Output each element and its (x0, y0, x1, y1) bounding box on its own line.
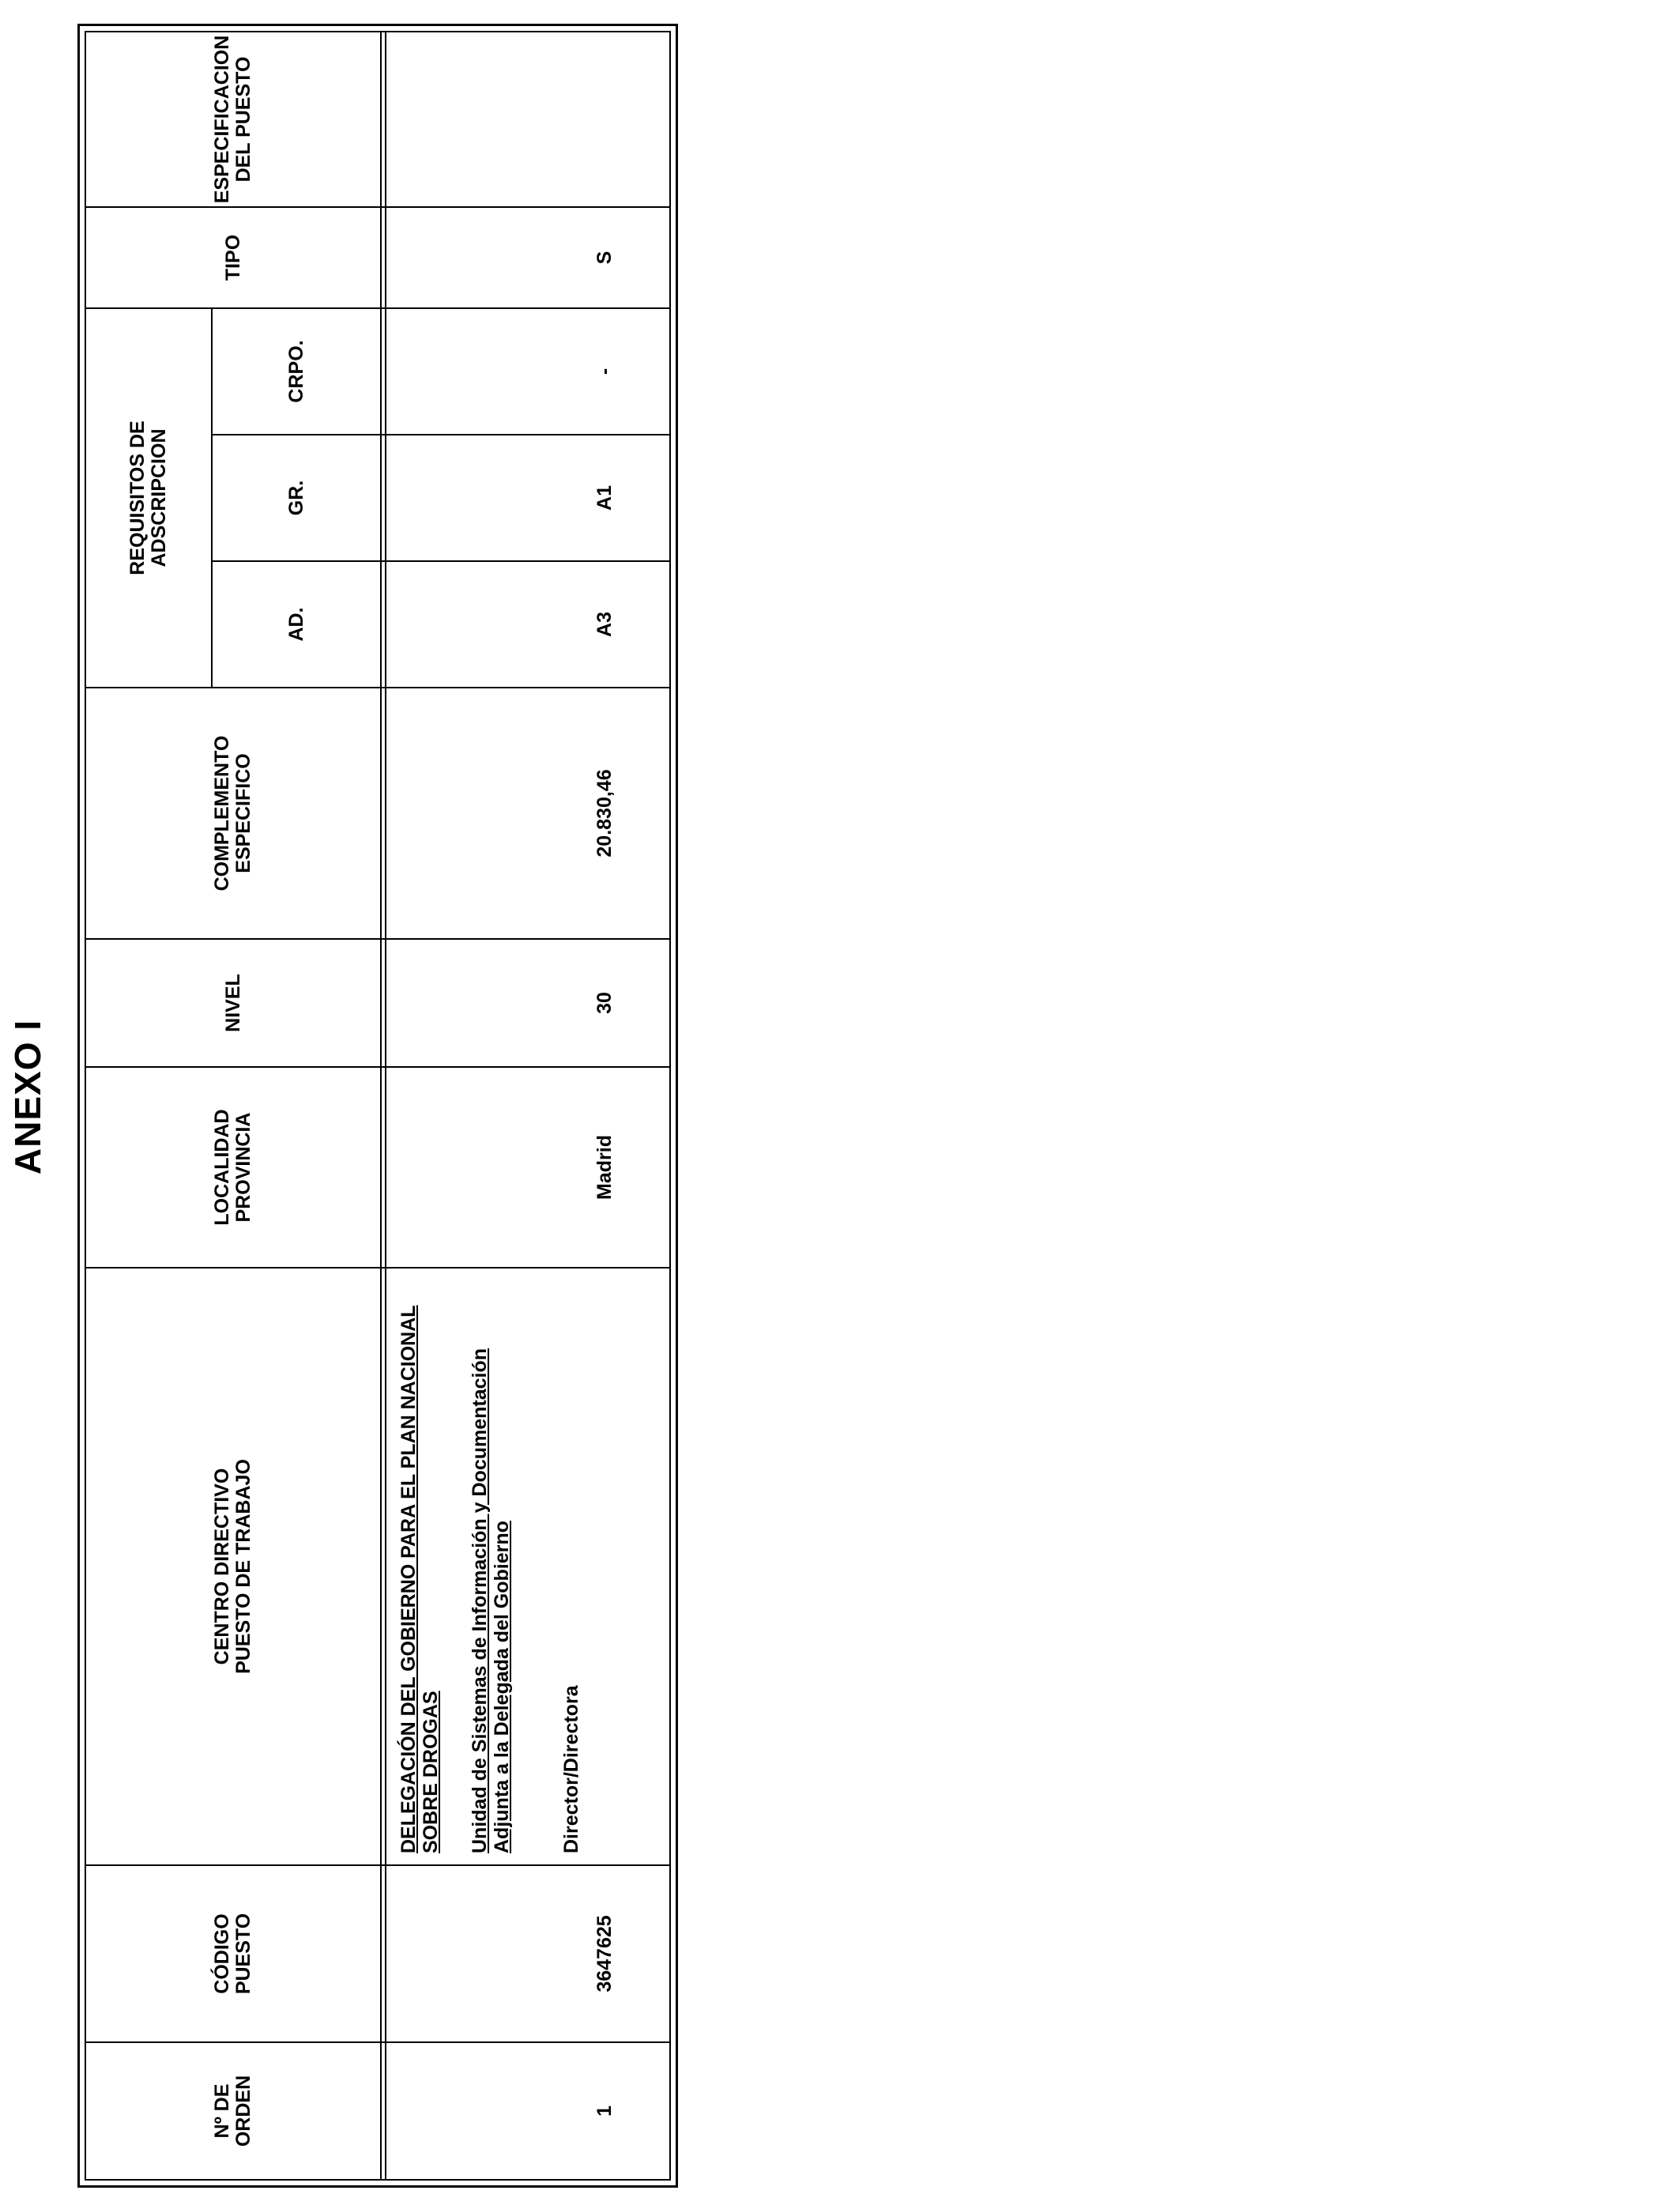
header-codigo: CÓDIGO PUESTO (211, 1913, 254, 1995)
cell-orden: 1 (593, 2105, 616, 2117)
centro-directivo-name: DELEGACIÓN DEL GOBIERNO PARA EL PLAN NACIONAL SOBRE DROGAS (397, 1305, 442, 1853)
header-ad: AD. (284, 607, 307, 642)
page-title: ANEXO I (7, 1019, 48, 1175)
header-centro: CENTRO DIRECTIVO PUESTO DE TRABAJO (211, 1459, 254, 1674)
cell-nivel: 30 (593, 992, 616, 1014)
unidad-name: Unidad de Sistemas de Información y Documentación Adjunta a la Delegada del Gobierno (469, 1348, 513, 1853)
header-orden: Nº DE ORDEN (211, 2075, 254, 2147)
cell-ad: A3 (593, 612, 616, 637)
vacancy-table (77, 24, 678, 2188)
cell-centro (397, 1276, 582, 1853)
spacer (442, 1276, 469, 1853)
spacer (513, 1276, 560, 1853)
especificacion-label: ESPECIFICACION DEL PUESTO (211, 35, 254, 204)
cell-gr: A1 (593, 485, 616, 511)
cell-tipo: S (593, 251, 616, 265)
header-complemento: COMPLEMENTO ESPECIFICO (211, 735, 254, 892)
cell-crpo: - (593, 368, 616, 375)
header-crpo: CRPO. (284, 340, 307, 403)
cell-localidad: Madrid (593, 1135, 616, 1200)
header-tipo: TIPO (221, 234, 244, 281)
header-requisitos: REQUISITOS DE ADSCRIPCION (126, 420, 170, 575)
header-separator (380, 32, 382, 2179)
header-especificacion (86, 32, 380, 206)
cell-complemento: 20.830,46 (593, 769, 616, 858)
header-gr: GR. (284, 480, 307, 516)
header-nivel: NIVEL (221, 974, 244, 1032)
header-separator-double (385, 32, 386, 2179)
puesto-name: Director/Directora (560, 1685, 582, 1853)
cell-codigo: 3647625 (593, 1915, 616, 1992)
header-localidad: LOCALIDAD PROVINCIA (211, 1109, 254, 1226)
